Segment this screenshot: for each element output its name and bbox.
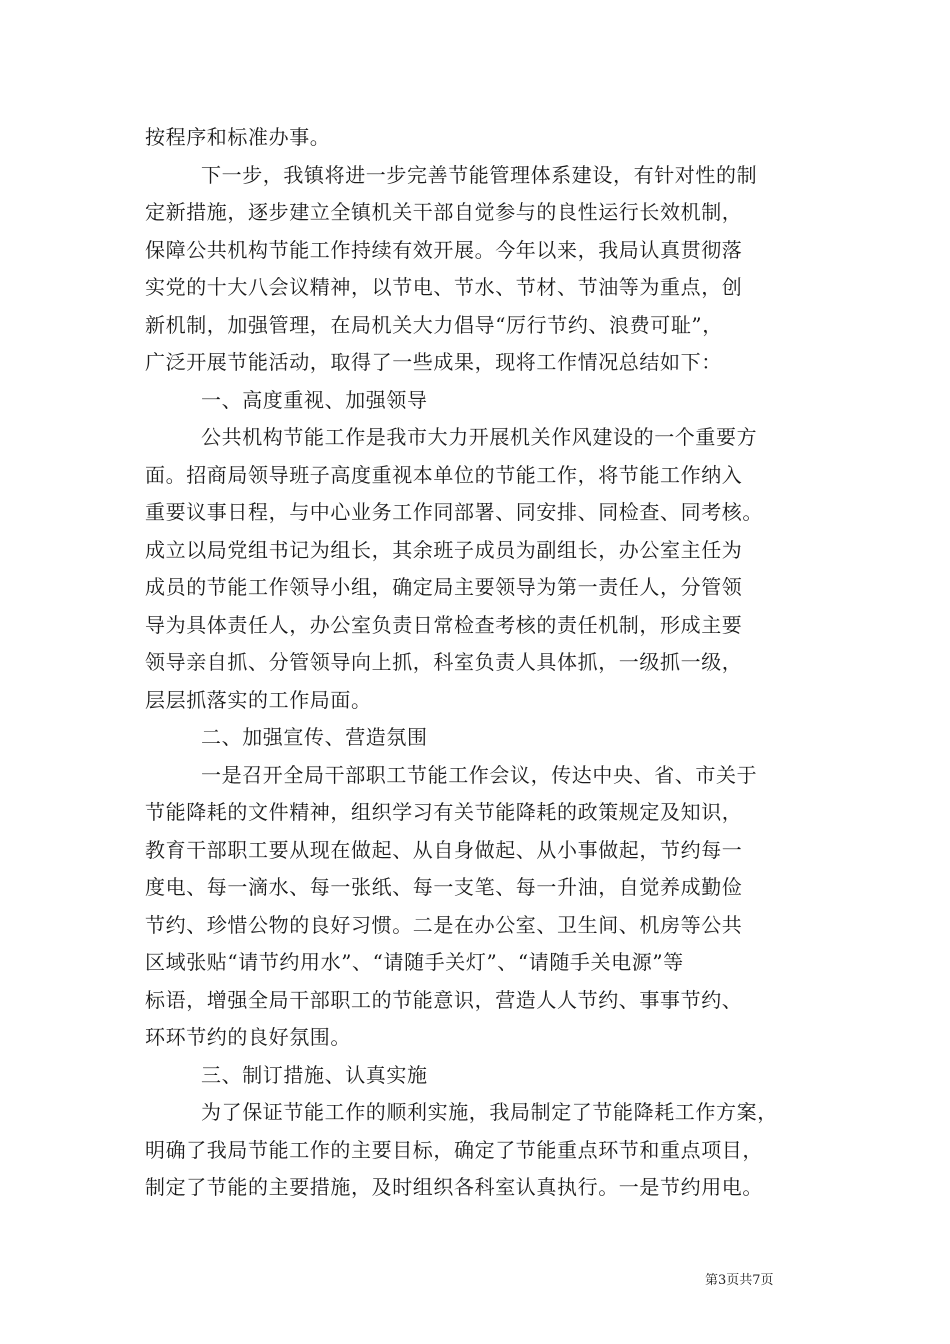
text-line: 教育干部职工要从现在做起、从自身做起、从小事做起，节约每一 [145,837,743,862]
text-line: 一是召开全局干部职工节能工作会议，传达中央、省、市关于 [201,762,758,787]
text-line: 成员的节能工作领导小组，确定局主要领导为第一责任人，分管领 [145,575,743,599]
text-line: 重要议事日程，与中心业务工作同部署、同安排、同检查、同考核。 [145,500,763,524]
text-line: 按程序和标准办事。 [145,125,331,149]
text-line: 制定了节能的主要措施，及时组织各科室认真执行。一是节约用电。 [145,1175,763,1199]
text-line: 为了保证节能工作的顺利实施，我局制定了节能降耗工作方案， [201,1100,778,1124]
text-line: 标语，增强全局干部职工的节能意识，营造人人节约、事事节约、 [145,987,743,1012]
document-body [145,119,825,1207]
text-line: 面。招商局领导班子高度重视本单位的节能工作，将节能工作纳入 [145,462,743,487]
page-number: 第3页共7页 [705,1273,774,1288]
text-line: 新机制，加强管理，在局机关大力倡导“厉行节约、浪费可耻”， [145,312,723,337]
text-line: 节约、珍惜公物的良好习惯。二是在办公室、卫生间、机房等公共 [145,912,743,937]
text-line: 下一步，我镇将进一步完善节能管理体系建设，有针对性的制 [201,162,758,187]
text-line: 成立以局党组书记为组长，其余班子成员为副组长，办公室主任为 [145,537,743,562]
text-line: 二、加强宣传、营造氛围 [201,725,428,749]
text-line: 环环节约的良好氛围。 [145,1025,351,1049]
text-line: 定新措施，逐步建立全镇机关干部自觉参与的良性运行长效机制， [145,200,743,224]
text-line: 三、制订措施、认真实施 [201,1062,428,1087]
text-line: 区域张贴“请节约用水”、“请随手关灯”、“请随手关电源”等 [145,950,684,974]
text-line: 保障公共机构节能工作持续有效开展。今年以来，我局认真贯彻落 [145,237,743,262]
text-line: 度电、每一滴水、每一张纸、每一支笔、每一升油，自觉养成勤俭 [145,875,743,899]
text-line: 明确了我局节能工作的主要目标，确定了节能重点环节和重点项目， [145,1137,763,1162]
text-line: 实党的十大八会议精神，以节电、节水、节材、节油等为重点，创 [145,275,743,299]
text-line: 导为具体责任人，办公室负责日常检查考核的责任机制，形成主要 [145,612,743,637]
text-line: 一、高度重视、加强领导 [201,387,428,412]
text-line: 领导亲自抓、分管领导向上抓，科室负责人具体抓，一级抓一级， [145,650,743,674]
text-line: 公共机构节能工作是我市大力开展机关作风建设的一个重要方 [201,425,758,449]
text-line: 层层抓落实的工作局面。 [145,687,372,712]
text-line: 节能降耗的文件精神，组织学习有关节能降耗的政策规定及知识， [145,800,743,824]
text-line: 广泛开展节能活动，取得了一些成果，现将工作情况总结如下： [145,350,722,374]
